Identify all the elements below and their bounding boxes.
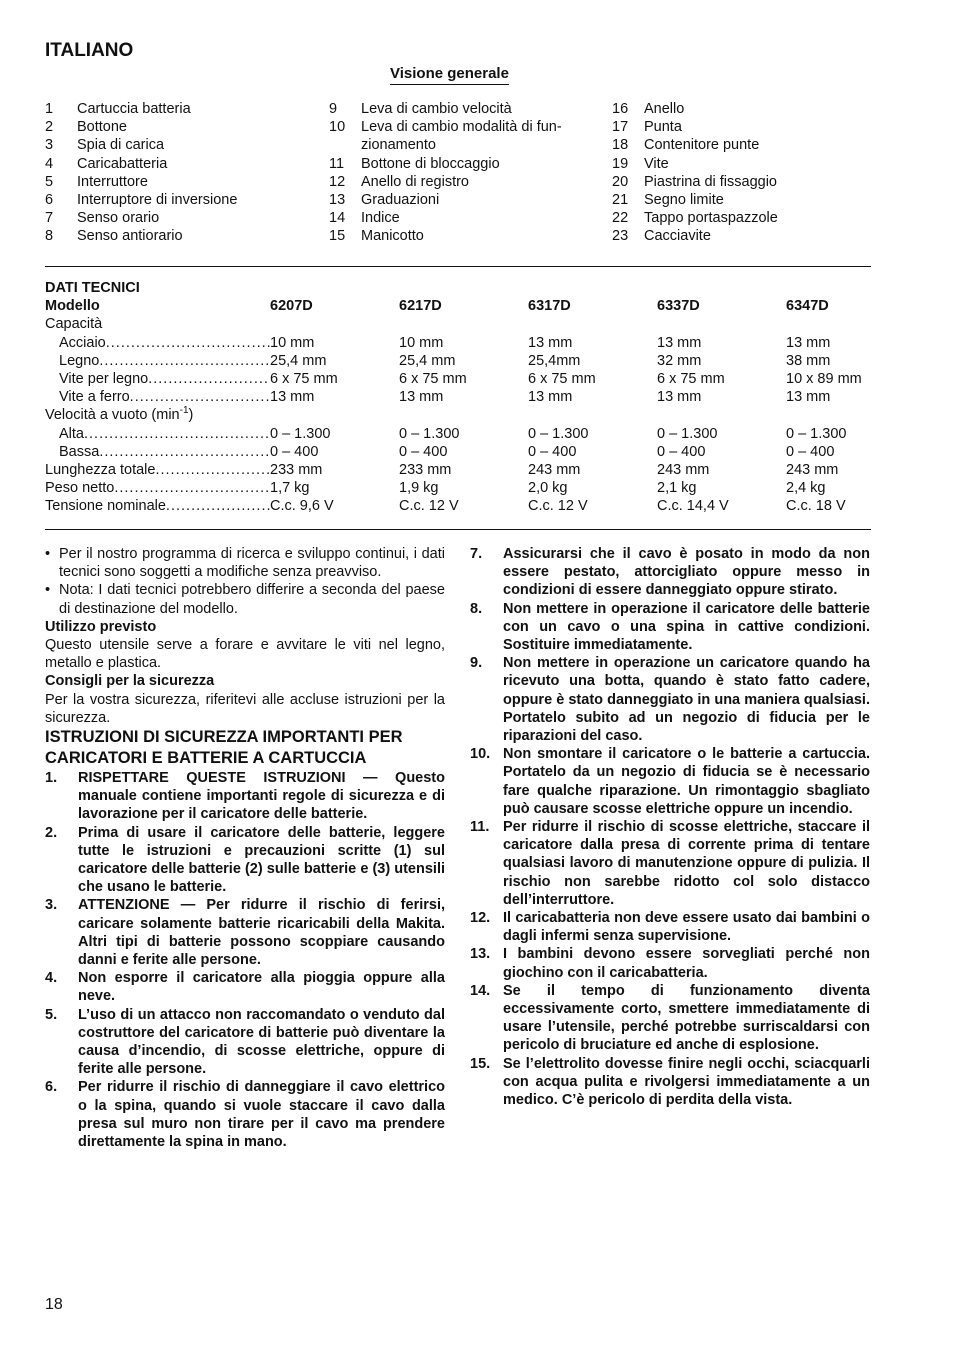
instruction-item: 3. ATTENZIONE — Per ridurre il rischio di ferirsi, caricare solamente batterie ricaricabili della Makita. Altri tipi di batterie possono scoppiare causando danni e ferite alle persone. <box>45 897 445 969</box>
page-number: 18 <box>45 1296 63 1313</box>
instruction-item: 7. Assicurarsi che il cavo è posato in modo da non essere pestato, attorcigliato oppure messo in condizioni di essere danneggiato oppure stirato. <box>470 546 870 599</box>
instruction-item: 11. Per ridurre il rischio di scosse elettriche, staccare il caricatore dalla presa di corrente prima di tentare qualsiasi lavoro di manutenzione oppure di pulizia. Il rischio non sarebbe ridotto col solo distacco dell’interruttore. <box>470 819 870 908</box>
part-item: 9 Leva di cambio velocità <box>329 101 512 117</box>
part-item: 3 Spia di carica <box>45 137 165 154</box>
note-item: • Per il nostro programma di ricerca e sviluppo continui, i dati tecnici sono soggetti a modifiche senza preavviso. <box>45 546 445 581</box>
part-item: 5 Interruttore <box>45 173 148 190</box>
part-item: zionamento <box>361 137 436 154</box>
part-item: 18 Contenitore punte <box>612 137 760 154</box>
specs-row: Tensione nominale ..... C.c. 9,6 V C.c. 12 V C.c. 12 V C.c. 14,4 V C.c. 18 V <box>45 497 871 515</box>
part-item: 14 Indice <box>329 210 400 227</box>
specs-row: Alta ..... 0 – 1.300 0 – 1.300 0 – 1.300 0 – 1.300 0 – 1.300 <box>45 425 871 443</box>
specs-row: Vite a ferro ..... 13 mm 13 mm 13 mm 13 mm 13 mm <box>45 388 871 406</box>
instruction-item: 4. Non esporre il caricatore alla pioggia oppure alla neve. <box>45 970 445 1005</box>
part-item: 21 Segno limite <box>612 192 724 209</box>
part-item: 15 Manicotto <box>329 228 424 245</box>
part-item: 22 Tappo portaspazzole <box>612 210 778 227</box>
instruction-item: 13. I bambini devono essere sorvegliati perché non giochino con il caricabatteria. <box>470 946 870 981</box>
parts-list-col1 <box>45 100 325 246</box>
note-item: • Nota: I dati tecnici potrebbero differire a seconda del paese di destinazione del modello. <box>45 582 445 617</box>
instruction-item: 2. Prima di usare il caricatore delle batterie, leggere tutte le istruzioni e precauzioni scritte (1) sul caricatore delle batterie (2) sulle batterie e (3) utensili che usano le batterie. <box>45 824 445 896</box>
specs-row: Vite per legno ..... 6 x 75 mm 6 x 75 mm 6 x 75 mm 6 x 75 mm 10 x 89 mm <box>45 370 871 388</box>
part-item: 4 Caricabatteria <box>45 155 168 172</box>
divider-bottom <box>45 529 871 530</box>
specs-capacity-label: Capacità <box>45 316 103 333</box>
specs-title: DATI TECNICI <box>45 280 140 296</box>
part-item: 11 Bottone di bloccaggio <box>329 155 500 172</box>
left-column <box>45 545 445 1151</box>
part-item: 2 Bottone <box>45 119 127 136</box>
overview-title: Visione generale <box>390 65 509 85</box>
parts-list-col2 <box>329 100 609 246</box>
instruction-item: 15. Se l’elettrolito dovesse finire negli occhi, sciacquarli con acqua pulita e rivolgersi immediatamente a un medico. C’è pericolo di perdita della vista. <box>470 1055 870 1109</box>
instruction-item: 6. Per ridurre il rischio di danneggiare il cavo elettrico o la spina, quando si vuole staccare il cavo dalla presa sul muro non tirare per il cavo ma prendere direttamente la spina in mano. <box>45 1079 445 1151</box>
specs-table <box>45 279 871 516</box>
specs-row: Acciaio ..... 10 mm 10 mm 13 mm 13 mm 13 mm <box>45 334 871 352</box>
part-item: 10 Leva di cambio modalità di fun- <box>329 119 562 136</box>
part-item: 7 Senso orario <box>45 210 160 227</box>
intended-use-text: Questo utensile serve a forare e avvitare le viti nel legno, metallo e plastica. <box>45 637 445 672</box>
safety-tips-text: Per la vostra sicurezza, riferitevi alle accluse istruzioni per la sicurezza. <box>45 691 445 726</box>
instruction-item: 5. L’uso di un attacco non raccomandato o venduto dal costruttore del caricatore di batterie può diventare la causa d’incendio, di scosse elettriche, oppure di ferite alle persone. <box>45 1006 445 1078</box>
instructions-heading: ISTRUZIONI DI SICUREZZA IMPORTANTI PER CARICATORI E BATTERIE A CARTUCCIA <box>45 728 403 768</box>
part-item: 6 Interruptore di inversione <box>45 192 238 209</box>
specs-row: Legno ..... 25,4 mm 25,4 mm 25,4mm 32 mm 38 mm <box>45 352 871 370</box>
divider-top <box>45 266 871 267</box>
part-item: 1 Cartuccia batteria <box>45 101 191 117</box>
intended-use-heading: Utilizzo previsto <box>45 618 157 635</box>
part-item: 8 Senso antiorario <box>45 228 183 245</box>
part-item: 20 Piastrina di fissaggio <box>612 173 777 190</box>
specs-row: Peso netto ..... 1,7 kg 1,9 kg 2,0 kg 2,1 kg 2,4 kg <box>45 479 871 497</box>
safety-tips-heading: Consigli per la sicurezza <box>45 673 215 690</box>
instruction-item: 14. Se il tempo di funzionamento diventa eccessivamente corto, smettere immediatamente di usare l’utensile, perché potrebbe surriscaldarsi con pericolo di bruciature ed anche di esplosione. <box>470 982 870 1054</box>
part-item: 17 Punta <box>612 119 682 136</box>
specs-row: Lunghezza totale ..... 233 mm 233 mm 243 mm 243 mm 243 mm <box>45 461 871 479</box>
specs-speed-label: Velocità a vuoto $(\min^{-1})$ <box>45 406 194 424</box>
part-item: 13 Graduazioni <box>329 192 440 209</box>
instruction-item: 9. Non mettere in operazione un caricatore quando ha ricevuto una botta, quando è stato fatto cadere, oppure è stato danneggiato in una maniera qualsiasi. Portatelo subito ad un negozio di fiducia per le riparazioni del caso. <box>470 655 870 745</box>
part-item: 16 Anello <box>612 101 685 117</box>
specs-header-row: Modello 6207D 6217D 6317D 6337D 6347D <box>45 298 829 315</box>
instruction-item: 12. Il caricabatteria non deve essere usato dai bambini o dagli infermi senza supervisione. <box>470 910 870 945</box>
parts-list-col3 <box>612 100 872 246</box>
instruction-item: 10. Non smontare il caricatore o le batterie a cartuccia. Portatelo da un negozio di fiducia se è necessario fare qualche riparazione. Un rimontaggio sbagliato può causare scosse elettriche oppure un incendio. <box>470 746 870 817</box>
part-item: 12 Anello di registro <box>329 173 469 190</box>
instruction-item: 8. Non mettere in operazione il caricatore delle batterie con un cavo o una spina in cattive condizioni. Sostituire immediatamente. <box>470 600 870 654</box>
right-column <box>470 545 870 1109</box>
specs-row: Bassa ..... 0 – 400 0 – 400 0 – 400 0 – 400 0 – 400 <box>45 443 871 461</box>
language-heading: ITALIANO <box>45 40 134 61</box>
part-item: 23 Cacciavite <box>612 228 711 245</box>
part-item: 19 Vite <box>612 155 669 172</box>
instruction-item: 1. RISPETTARE QUESTE ISTRUZIONI — Questo manuale contiene importanti regole di sicurezza e di lavorazione per il caricatore delle batterie. <box>45 770 445 823</box>
